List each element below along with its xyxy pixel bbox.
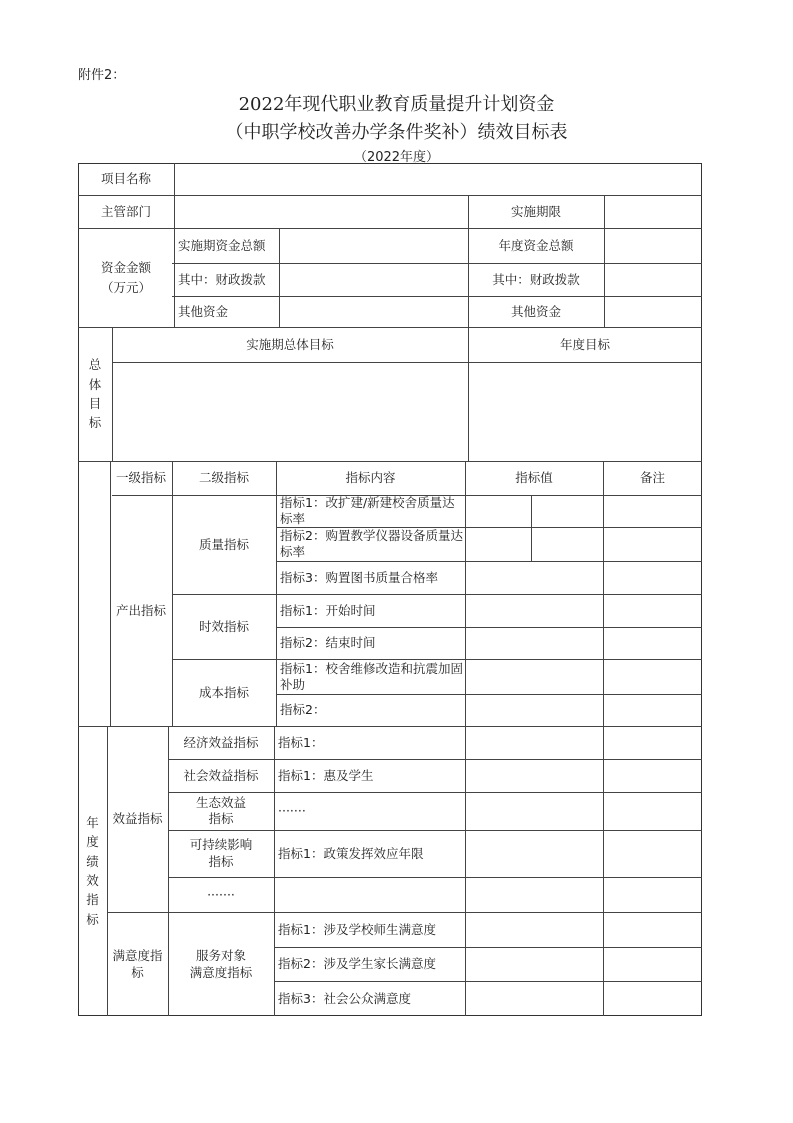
page-title-line1: 2022年现代职业教育质量提升计划资金 [238, 94, 555, 115]
project-name-label: 项目名称 [100, 171, 151, 187]
value-header: 指标值 [515, 470, 553, 486]
cost-item-2: 指标2： [280, 702, 326, 718]
more-benefit-dots: ······· [207, 886, 235, 902]
satisfaction-item-3: 指标3：社会公众满意度 [278, 990, 411, 1006]
annual-performance-label: 年 度 绩 效 指 标 [86, 814, 99, 927]
cost-item-1: 指标1：校舍维修改造和抗震加固补助 [280, 660, 463, 692]
sustainability-item-1: 指标1：政策发挥效应年限 [278, 845, 424, 861]
attachment-label: 附件2： [78, 68, 126, 83]
content-header: 指标内容 [345, 470, 396, 486]
satisfaction-item-1: 指标1：涉及学校师生满意度 [278, 921, 436, 937]
ecological-item-dots: ······· [278, 803, 306, 819]
page-title-line2: （中职学校改善办学条件奖补）绩效目标表 [225, 122, 568, 143]
fiscal-funds-label: 其中：财政拨款 [178, 271, 266, 287]
dept-label: 主管部门 [100, 203, 151, 219]
total-period-funds-label: 实施期资金总额 [178, 237, 266, 253]
period-goal-header: 实施期总体目标 [246, 336, 334, 352]
remark-header: 备注 [639, 470, 665, 486]
quality-item-2: 指标2：购置教学仪器设备质量达标率 [280, 528, 463, 559]
quality-item-3: 指标3：购置图书质量合格率 [280, 569, 438, 585]
economic-benefit-label: 经济效益指标 [183, 734, 259, 750]
social-item-1: 指标1：惠及学生 [278, 767, 374, 783]
annual-other-label: 其他资金 [510, 303, 561, 319]
satisfaction-indicator-label: 满意度指 标 [112, 947, 163, 980]
economic-item-1: 指标1： [278, 734, 324, 750]
quality-indicator-label: 质量指标 [198, 536, 249, 552]
level1-header: 一级指标 [115, 470, 166, 486]
other-funds-label: 其他资金 [178, 303, 229, 319]
service-satisfaction-label: 服务对象 满意度指标 [189, 947, 253, 980]
level2-header: 二级指标 [198, 470, 249, 486]
annual-fiscal-label: 其中：财政拨款 [492, 271, 580, 287]
satisfaction-item-2: 指标2：涉及学生家长满意度 [278, 956, 436, 972]
timeliness-item-1: 指标1：开始时间 [280, 602, 376, 618]
social-benefit-label: 社会效益指标 [183, 767, 259, 783]
annual-goal-header: 年度目标 [559, 336, 610, 352]
output-indicator-label: 产出指标 [115, 602, 166, 618]
timeliness-item-2: 指标2：结束时间 [280, 635, 376, 651]
timeliness-indicator-label: 时效指标 [198, 618, 249, 634]
page-subtitle: （2022年度） [353, 150, 440, 165]
overall-goal-label: 总 体 目 标 [88, 357, 102, 431]
cost-indicator-label: 成本指标 [198, 684, 249, 700]
quality-item-1: 指标1：改扩建/新建校舍质量达标率 [280, 495, 455, 526]
ecological-benefit-label: 生态效益 指标 [195, 794, 246, 826]
benefit-indicator-label: 效益指标 [112, 811, 163, 827]
period-label: 实施期限 [510, 203, 561, 219]
annual-total-label: 年度资金总额 [498, 237, 574, 253]
sustainability-label: 可持续影响 指标 [189, 837, 253, 869]
funds-label: 资金金额 （万元） [100, 260, 151, 295]
